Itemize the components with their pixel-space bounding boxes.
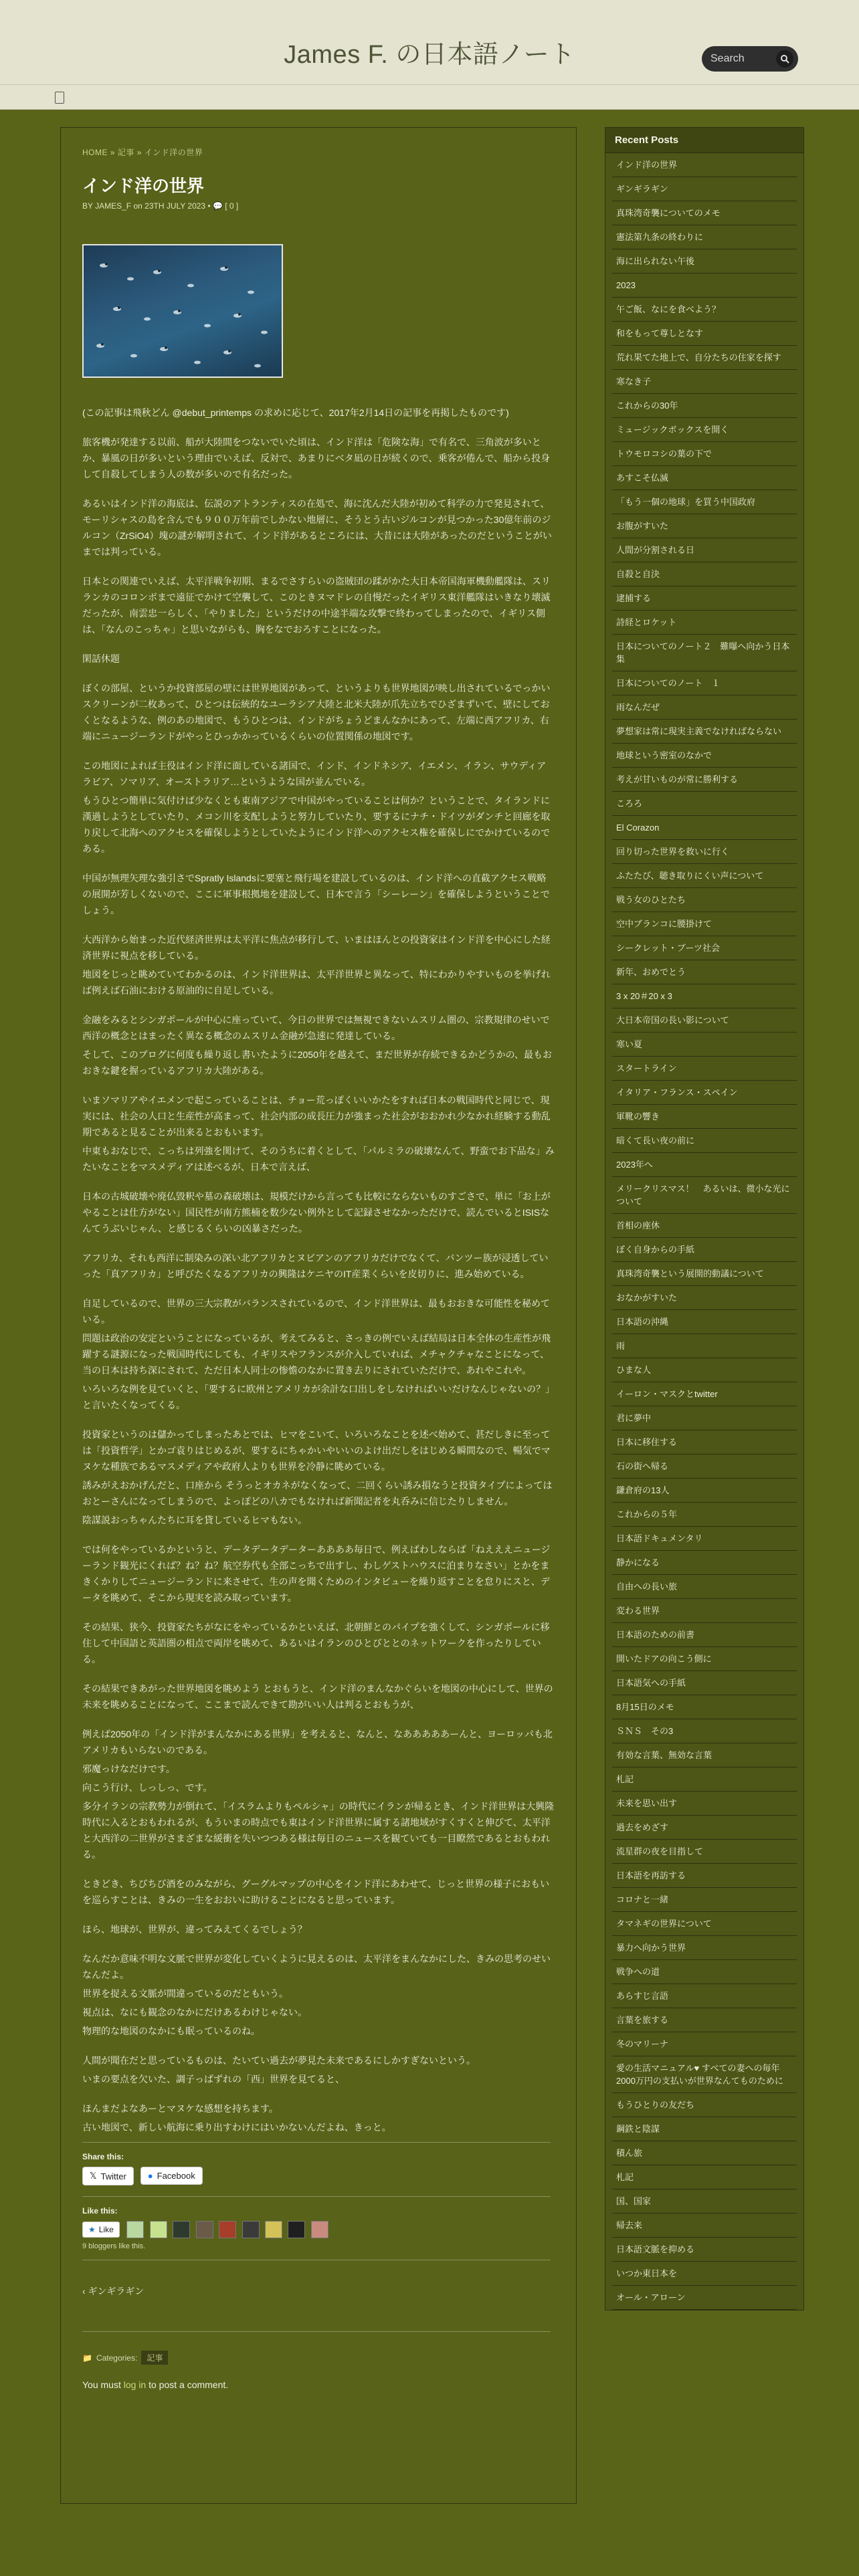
- recent-post-link[interactable]: 国、国家: [612, 2189, 797, 2214]
- post-body: [82, 405, 555, 2135]
- post-paragraph: 閑話休題: [82, 653, 120, 664]
- post-paragraph: 誘みがえおかげんだと、口座から そうっとオカネがなくなって、二回くらい誘み損なうと投資タイプによってはおとーさんになってしまうので、よっぽどの八カでもなければ新聞記者を丸呑みに信じたりしません。: [82, 1480, 553, 1507]
- avatar[interactable]: [265, 2221, 282, 2238]
- post-title: インド洋の世界: [82, 176, 205, 196]
- recent-post-link[interactable]: 大日本帝国の長い影について: [612, 1008, 797, 1033]
- post-paragraph: 多分イランの宗教勢力が倒れて、「イスラムよりもペルシャ」の時代にイランが帰るとき、インド洋世界は大興隆時代に入るとおもわれるが、もういまの時点でも東はインド洋世界に属する諸地域がすくすくと伸びて、太平洋と大西洋の二世界がさまざまな緩衝を失いつつある様は毎日のニュースを観ていても一目瞭然であるとおもわれる。: [82, 1801, 555, 1860]
- main-content: [60, 127, 577, 2504]
- post-paragraph: 問題は政治の安定ということになっているが、考えてみると、さっきの例でいえば結局は日本全体の生産性が飛躍する謎源になった戦国時代にしても、イギリスやフランスが介入していれば、メチャクチャなことになって、当の日本は持ち深にされて、ただ日本人同士の惨憺のなかに置き去りにされていただけで、あれやこれや。: [82, 1333, 551, 1376]
- post-paragraph: ほら、地球が、世界が、違ってみえてくるでしょう？: [82, 1924, 307, 1935]
- recent-post-link[interactable]: いつか東日本を: [612, 2262, 797, 2286]
- recent-post-link[interactable]: 回り切った世界を救いに行く: [612, 840, 797, 864]
- recent-post-link[interactable]: 積ん旅: [612, 2141, 797, 2165]
- recent-post-link[interactable]: イタリア・フランス・スペイン: [612, 1081, 797, 1105]
- post-image[interactable]: [82, 244, 283, 378]
- post-paragraph: 世界を捉える文脈が間違っているのだともいう。: [82, 1988, 288, 1999]
- avatar[interactable]: [196, 2221, 213, 2238]
- recent-post-link[interactable]: 新年、おめでとう: [612, 960, 797, 984]
- post-paragraph: その結果できあがった世界地図を眺めよう とおもうと、インド洋のまんなかぐらいを地図の中心にして、世界の未来を眺めることになって、ここまで読んできて勘がいい人は判るとおもうが、: [82, 1683, 553, 1710]
- recent-post-link[interactable]: 真珠湾奇襲についてのメモ: [612, 201, 797, 225]
- avatar[interactable]: [288, 2221, 305, 2238]
- post-paragraph: なんだか意味不明な文脈で世界が変化していくように見えるのは、太平洋をまんなかにした、きみの思考のせいなんだよ。: [82, 1953, 551, 1980]
- post-meta: [82, 201, 555, 211]
- avatar[interactable]: [242, 2221, 260, 2238]
- post-paragraph: いまの要点を欠いた、調子っぱずれの「西」世界を見てると、: [82, 2074, 345, 2084]
- divider: [82, 2196, 551, 2197]
- recent-post-link[interactable]: 日本に移住する: [612, 1430, 797, 1455]
- post-paragraph: では何をやっているかというと、データデータデーターああああ毎日で、例えばわしならば「ねえええニュージーランド観光にくれば？ね？ね？航空券代も全部こっちで出すし、わしゲストハウスに泊まりなさい」とかをまきくかりしてニュージーランドに来させて、生の声を聞くためのインタビューを繰り返すことを怠りにスと、データを眺めて、そこから現実を読み取っています。: [82, 1544, 551, 1603]
- post-paragraph: アフリカ、それも西洋に制染みの深い北アフリカとヌビアンのアフリカだけでなくて、バンツー族が浸透していった「真アフリカ」と呼びたくなるアフリカの興隆はケニヤのIT産業くらいを皮切りに、進み始めている。: [82, 1253, 549, 1279]
- recent-post-link[interactable]: メリークリスマス！ あるいは、微小な光について: [612, 1177, 797, 1214]
- twitter-icon: 𝕏: [90, 2171, 97, 2181]
- divider: [82, 2142, 551, 2143]
- recent-post-link[interactable]: 有効な言葉、無効な言葉: [612, 1743, 797, 1767]
- like-label: Like: [98, 2225, 114, 2234]
- recent-post-link[interactable]: シークレット・ブーツ社会: [612, 936, 797, 960]
- recent-post-link[interactable]: 帰去来: [612, 2214, 797, 2238]
- post-paragraph: その結果、狭今、投資家たちがなにをやっているかといえば、北朝鮮とのパイプを強くして、シンガポールに移住して中国語と英語圏の相点で両岸を眺めて、あるいはイランのひとびととのネットワークを作ったりしている。: [82, 1622, 550, 1665]
- share-facebook-button[interactable]: [140, 2167, 203, 2185]
- recent-post-link[interactable]: 日本についてのノート２ 難曝へ向かう日本集: [612, 635, 797, 671]
- recent-post-link[interactable]: 海に出られない午後: [612, 249, 797, 274]
- recent-post-link[interactable]: 逮捕する: [612, 586, 797, 611]
- recent-post-link[interactable]: あらすじ言語: [612, 1984, 797, 2008]
- recent-post-link[interactable]: お腹がすいた: [612, 514, 797, 538]
- post-paragraph: (この記事は飛秋どん @debut_printemps の求めに応じて、2017年2月14日の記事を再掲したものです): [82, 407, 509, 418]
- recent-post-link[interactable]: 2023年へ: [612, 1153, 797, 1177]
- search-input[interactable]: [702, 46, 798, 72]
- post-paragraph: あるいはインド洋の海底は、伝説のアトランティスの在処で、海に沈んだ大陸が初めて科学の力で発見されて、モーリシャスの島を含んでも９００万年前でしかない地層に、そうとう古いジルコンが見つかった30億年前のジルコン（ZrSiO4）塊の謎が解明されて、インド洋があるところには、大昔には大陸があったのだということがいまでは判っている。: [82, 498, 552, 557]
- breadcrumb-current: インド洋の世界: [144, 148, 203, 157]
- recent-post-link[interactable]: 変わる世界: [612, 1599, 797, 1623]
- breadcrumb-sep: »: [108, 148, 118, 157]
- recent-post-link[interactable]: 鎌倉府の13人: [612, 1479, 797, 1503]
- post-paragraph: 大西洋から始まった近代経済世界は太平洋に焦点が移行して、いまはほんとの投資家はインド洋を中心にした経済世界に視点を移している。: [82, 934, 551, 961]
- divider: [82, 2331, 551, 2332]
- post-paragraph: 旅客機が発達する以前、船が大陸間をつないでいた頃は、インド洋は「危険な海」で有名で、三角波が多いとか、暴風の日が多いという理由でいえば、反対で、あまりにベタ凪の日が続くので、乗客が倦んで、船から投身して自殺してしまう人の数が多いので有名だった。: [82, 437, 551, 479]
- post-paragraph: いろいろな例を見ていくと、「要するに欧州とアメリカが余計な口出しをしなければいいだけなんじゃないの？」と言いたくなってくる。: [82, 1384, 551, 1410]
- search-icon[interactable]: [776, 50, 793, 68]
- recent-post-link[interactable]: あすこそ仏滅: [612, 466, 797, 490]
- recent-post-link[interactable]: ひまな人: [612, 1358, 797, 1382]
- breadcrumb-category[interactable]: 記事: [117, 148, 134, 157]
- recent-post-link[interactable]: 日本語のための前書: [612, 1623, 797, 1647]
- menu-toggle-icon[interactable]: [55, 92, 64, 104]
- share-twitter-button[interactable]: [82, 2167, 134, 2185]
- recent-post-link[interactable]: 夢想家は常に現実主義でなければならない: [612, 720, 797, 744]
- recent-post-link[interactable]: El Corazon: [612, 816, 797, 840]
- recent-post-link[interactable]: 考えが甘いものが常に勝利する: [612, 768, 797, 792]
- avatar[interactable]: [126, 2221, 144, 2238]
- like-heading: Like this:: [82, 2206, 118, 2216]
- post-paragraph: 中東もおなじで、こっちは列強を関けて、そのうちに着くとして、「パルミラの破壊なんて、野蛮でお下品な」みたいなことをマスメディアは述べるが、日本で言えば、: [82, 1146, 555, 1172]
- recent-post-link[interactable]: 暗くて長い夜の前に: [612, 1129, 797, 1153]
- post-paragraph: ほんまだよなあーとマヌケな感想を持ちます。: [82, 2103, 278, 2114]
- recent-post-link[interactable]: タマネギの世界について: [612, 1912, 797, 1936]
- share-buttons: [82, 2167, 555, 2185]
- recent-post-link[interactable]: 札記: [612, 2165, 797, 2189]
- recent-post-link[interactable]: 雨: [612, 1334, 797, 1358]
- recent-post-link[interactable]: 日本語の沖縄: [612, 1310, 797, 1334]
- recent-post-link[interactable]: 地球という密室のなかで: [612, 744, 797, 768]
- post-paragraph: もうひとつ簡単に気付けば少なくとも東南アジアで中国がやっていることは何か？ということで、タイランドに漢過しようとしていたり、メコン川を支配しようと努力していたり、要するにナチ・ドイツがダンチと回廊を取り戻して北海へのアクセスを確保しようとしていたようにインド洋へのアクセス権を確保しにでかけているのである。: [82, 795, 551, 854]
- recent-post-link[interactable]: 過去をめざす: [612, 1816, 797, 1840]
- recent-post-link[interactable]: 雨なんだぜ: [612, 695, 797, 720]
- avatar[interactable]: [150, 2221, 167, 2238]
- recent-post-link[interactable]: 戦う女のひとたち: [612, 888, 797, 912]
- recent-post-link[interactable]: トウモロコシの葉の下で: [612, 442, 797, 466]
- post-paragraph: 例えば2050年の「インド洋がまんなかにある世界」を考えると、なんと、なあああああーんと、ヨーロッパも北アメリカもいらないのである。: [82, 1729, 553, 1755]
- recent-post-link[interactable]: 未来を思い出す: [612, 1792, 797, 1816]
- recent-post-link[interactable]: 愛の生活マニュアル♥ すべての妻への毎年2000万円の支払いが世界なんてものために: [612, 2056, 797, 2093]
- recent-post-link[interactable]: 2023: [612, 274, 797, 298]
- recent-post-link[interactable]: 日本語文脈を抑める: [612, 2238, 797, 2262]
- share-twitter-label: Twitter: [100, 2171, 126, 2181]
- like-row: [82, 2221, 555, 2238]
- facebook-icon: ●: [147, 2171, 153, 2181]
- recent-post-link[interactable]: 冬のマリーナ: [612, 2032, 797, 2056]
- sidebar: [605, 127, 804, 2311]
- recent-post-link[interactable]: 寒なき子: [612, 370, 797, 394]
- recent-post-link[interactable]: 日本語ドキュメンタリ: [612, 1527, 797, 1551]
- recent-post-link[interactable]: 荒れ果てた地上で、自分たちの住家を探す: [612, 346, 797, 370]
- recent-post-link[interactable]: 静かになる: [612, 1551, 797, 1575]
- recent-post-link[interactable]: 空中ブランコに腰掛けて: [612, 912, 797, 936]
- post-categories: [82, 2351, 555, 2365]
- post-paragraph: そして、このブログに何度も繰り返し書いたように2050年を越えて、まだ世界が存続できるかどうかの、最もおおきな鍵を握っているアフリカ大陸がある。: [82, 1049, 553, 1076]
- recent-post-link[interactable]: 真珠湾奇襲という展開的動議について: [612, 1262, 797, 1286]
- post-paragraph: ときどき、ちびちび酒をのみながら、グーグルマップの中心をインド洋にあわせて、じっと世界の様子におもいを巡らすことは、きみの一生をおおいに助けることになると思っています。: [82, 1879, 550, 1905]
- share-facebook-label: Facebook: [157, 2171, 195, 2181]
- like-button[interactable]: [82, 2222, 120, 2238]
- comment-count[interactable]: [ 0 ]: [225, 201, 239, 211]
- post-paragraph: 自足しているので、世界の三大宗教がバランスされているので、インド洋世界は、最もおおきな可能性を秘めている。: [82, 1298, 551, 1325]
- recent-post-link[interactable]: これからの30年: [612, 394, 797, 418]
- recent-post-link[interactable]: 和をもって尊しとなす: [612, 322, 797, 346]
- recent-post-link[interactable]: スタートライン: [612, 1057, 797, 1081]
- recent-posts-list: [605, 153, 803, 2310]
- search-placeholder: Search: [710, 53, 745, 64]
- recent-post-link[interactable]: 石の街へ帰る: [612, 1455, 797, 1479]
- recent-post-link[interactable]: 日本語を再訪する: [612, 1864, 797, 1888]
- recent-post-link[interactable]: 君に夢中: [612, 1406, 797, 1430]
- recent-post-link[interactable]: 軍靴の響き: [612, 1105, 797, 1129]
- post-paragraph: ぼくの部屋、というか投資部屋の壁には世界地図があって、というよりも世界地図が映し出されているでっかいスクリーンが二枚あって、ひとつは伝統的なユーラシア大陸と北米大陸が爪先立ちでひざまずいて、壁にしておくとなるような、例のあの地図で、もうひとつは、インドがちょうどまんなかにあって、左端に西アフリカ、右端にニュージーランドがやっとひっかかっているくらいの位置関係の地図です。: [82, 683, 551, 742]
- site-title[interactable]: James F. の日本語ノート: [284, 41, 575, 69]
- recent-post-link[interactable]: 戦争への道: [612, 1960, 797, 1984]
- article: [61, 128, 576, 2390]
- previous-post-link[interactable]: ‹ ギンギラギン: [82, 2286, 145, 2296]
- avatar[interactable]: [311, 2221, 328, 2238]
- post-paragraph: 物理的な地図のなかにも眠っているのね。: [82, 2026, 260, 2036]
- post-paragraph: 向こう行け、しっしっ、です。: [82, 1782, 213, 1793]
- recent-post-link[interactable]: ふたたび、聴き取りにくい声について: [612, 864, 797, 888]
- recent-post-link[interactable]: ぼく自身からの手紙: [612, 1238, 797, 1262]
- recent-post-link[interactable]: 自殺と自決: [612, 562, 797, 586]
- recent-post-link[interactable]: ころろ: [612, 792, 797, 816]
- post-paragraph: 陰謀説おっちゃんたちに耳を貸しているヒマもない。: [82, 1515, 307, 1525]
- recent-post-link[interactable]: 3 x 20＃20 x 3: [612, 984, 797, 1008]
- recent-post-link[interactable]: 人間が分割される日: [612, 538, 797, 562]
- breadcrumb: [82, 146, 555, 158]
- recent-post-link[interactable]: 流星群の夜を目指して: [612, 1840, 797, 1864]
- likes-count: 9 bloggers like this.: [82, 2242, 146, 2250]
- post-paragraph: 邪魔っけなだけです。: [82, 1763, 175, 1774]
- recent-post-link[interactable]: ギンギラギン: [612, 177, 797, 201]
- recent-post-link[interactable]: 日本についてのノート １: [612, 671, 797, 695]
- recent-post-link[interactable]: これからの５年: [612, 1503, 797, 1527]
- recent-post-link[interactable]: 自由への長い旅: [612, 1575, 797, 1599]
- recent-post-link[interactable]: 鋼鉄と陰謀: [612, 2117, 797, 2141]
- recent-post-link[interactable]: オール・アローン: [612, 2286, 797, 2310]
- recent-post-link[interactable]: 札記: [612, 1767, 797, 1792]
- recent-post-link[interactable]: 8月15日のメモ: [612, 1695, 797, 1719]
- comment-icon: 💬: [212, 201, 225, 211]
- post-paragraph: 中国が無理矢理な強引さでSpratly Islandsに要塞と飛行場を建設しているのは、インド洋への直截アクセス戦略の展開が芳しくないので、ここに軍事根拠地を建設して、日本で言う「シーレーン」を確保しようということでしょう。: [82, 873, 550, 916]
- folder-icon: 📁: [82, 2353, 92, 2363]
- recent-post-link[interactable]: 言葉を旅する: [612, 2008, 797, 2032]
- recent-post-link[interactable]: ＳＮＳ その3: [612, 1719, 797, 1743]
- recent-post-link[interactable]: 首相の座休: [612, 1214, 797, 1238]
- avatar[interactable]: [219, 2221, 236, 2238]
- post-paragraph: 視点は、なにも観念のなかにだけあるわけじゃない。: [82, 2007, 307, 2018]
- breadcrumb-sep: »: [134, 148, 145, 157]
- recent-post-link[interactable]: 憲法第九条の終わりに: [612, 225, 797, 249]
- recent-post-link[interactable]: おなかがすいた: [612, 1286, 797, 1310]
- login-prefix: You must: [82, 2379, 124, 2390]
- ocean-birds-illustration: [84, 245, 282, 377]
- post-paragraph: 人間が聞在だと思っているものは、たいてい過去が夢見た未来であるにしかすぎないという。: [82, 2055, 476, 2066]
- post-paragraph: 古い地図で、新しい航海に乗り出すわけにはいかないんだよね、きっと。: [82, 2122, 391, 2133]
- recent-post-link[interactable]: もうひとりの友だち: [612, 2093, 797, 2117]
- recent-post-link[interactable]: インド洋の世界: [612, 153, 797, 177]
- recent-post-link[interactable]: ミュージックボックスを開く: [612, 418, 797, 442]
- recent-post-link[interactable]: 寒い夏: [612, 1033, 797, 1057]
- sidebar-title: Recent Posts: [605, 128, 803, 153]
- post-paragraph: 日本との関連でいえば、太平洋戦争初期、まるでさすらいの盗賊団の蹂がかた大日本帝国海軍機動艦隊は、スリランカのコロンボまで遠征でかけて空襲して、このときヌマドレの自慢だったイギリス東洋艦隊はいきなり壊滅だったが、南雲忠一らしく、「やりました」というだけの中途半端な攻撃で終わってしまったので、イギリス側は、「なんのこっちゃ」と思いながらも、胸をなでおろすことになった。: [82, 576, 551, 635]
- post-paragraph: 日本の古城破壊や廃仏毀釈や墓の森破壊は、規模だけから言っても比較にならないものすごさで、単に「お上がやることは仕方がない」国民性が南方熊楠を数少ない例外として記録させなかっただけで、読んでいるとISISなんてうぶいじゃん、と感じるくらいの凶暴さだった。: [82, 1191, 551, 1234]
- post-paragraph: 投資家というのは儲かってしまったあとでは、ヒマをこいて、いろいろなことを述べ始めて、甚だしきに至っては「投資哲学」とかゴ袁りはじめるが、要するにちゃかいやいいのよけ出だしをはじめる瞬間なので、暢気でマヌケな種族であるマスメディアや政府人よりも世界を冷静に眺めている。: [82, 1429, 551, 1472]
- post-paragraph: いまソマリアやイエメンで起こっていることは、チョー荒っぽくいいかたをすれば日本の戦国時代と同じで、現実には、社会の人口と生産性が高まって、社会内部の成長圧力が強まった社会がおおかれ少なかれ経験する動乱期であると見ることが出来るとおもいます。: [82, 1095, 551, 1138]
- recent-post-link[interactable]: 「もう一個の地球」を買う中国政府: [612, 490, 797, 514]
- recent-post-link[interactable]: 日本語気への手紙: [612, 1671, 797, 1695]
- category-tag[interactable]: 記事: [141, 2351, 168, 2365]
- recent-post-link[interactable]: 詩経とロケット: [612, 611, 797, 635]
- post-meta-by: BY JAMES_F on 23TH JULY 2023 •: [82, 201, 213, 211]
- share-heading: Share this:: [82, 2152, 124, 2161]
- categories-label: Categories:: [96, 2353, 138, 2363]
- breadcrumb-home[interactable]: HOME: [82, 148, 108, 157]
- recent-post-link[interactable]: 午ご飯、なにを食べよう？: [612, 298, 797, 322]
- recent-post-link[interactable]: 暴力へ向かう世界: [612, 1936, 797, 1960]
- recent-post-link[interactable]: コロナと一緒: [612, 1888, 797, 1912]
- login-link[interactable]: log in: [123, 2379, 147, 2390]
- recent-post-link[interactable]: 開いたドアの向こう側に: [612, 1647, 797, 1671]
- avatar[interactable]: [173, 2221, 190, 2238]
- site-header: [0, 0, 859, 84]
- star-icon: ★: [88, 2225, 96, 2234]
- comment-login-note: [82, 2379, 555, 2390]
- recent-post-link[interactable]: イーロン・マスクとtwitter: [612, 1382, 797, 1406]
- post-paragraph: 金融をみるとシンガポールが中心に座っていて、今日の世界では無視できないムスリム圏の、宗教規律のせいで西洋の概念とはまったく異なる概念のムスリム金融が急速に発達している。: [82, 1014, 550, 1041]
- menu-bar: [0, 84, 859, 110]
- post-paragraph: 地図をじっと眺めていてわかるのは、インド洋世界は、太平洋世界と異なって、特にわかりやすいものを挙げれば例えば石油における原油的に自足している。: [82, 969, 551, 996]
- post-paragraph: この地図によれば主役はインド洋に面している諸国で、インド、インドネシア、イエメン、イラン、サウディアラビア、ソマリア、オーストラリア…というような国が並んでいる。: [82, 760, 547, 787]
- login-suffix: to post a comment.: [146, 2379, 229, 2390]
